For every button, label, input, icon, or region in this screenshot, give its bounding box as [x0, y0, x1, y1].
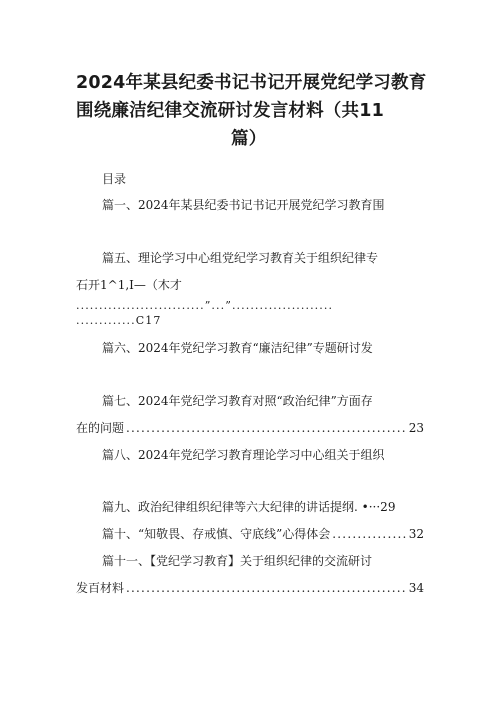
leader-dots: [332, 526, 406, 542]
toc-entry-1[interactable]: 篇一、2024年某县纪委书记书记开展党纪学习教育围: [102, 198, 385, 212]
toc-entry-7-leader: [76, 420, 424, 436]
document-title-line-3: 篇）: [231, 129, 267, 149]
toc-entry-8[interactable]: 篇八、2024年党纪学习教育理论学习中心组关于组织: [102, 448, 385, 462]
leader-dots: [126, 580, 407, 596]
toc-entry-5-leader-line: ............................”...”......................: [76, 299, 334, 312]
toc-entry-5[interactable]: 篇五、理论学习中心组党纪学习教育关于组织纪律专: [102, 251, 379, 265]
toc-entry-7-page: 23: [408, 421, 424, 435]
toc-entry-5-continuation: 石开1^1,I—（木才: [76, 278, 182, 292]
document-title-line-1: 2024年某县纪委书记书记开展党纪学习教育: [76, 73, 427, 93]
toc-entry-7-continuation: 在的问题: [76, 421, 125, 435]
toc-entry-9[interactable]: [102, 499, 395, 515]
document-title-line-2: 围绕廉洁纪律交流研讨发言材料（共11: [76, 101, 384, 121]
leader-dots: [126, 420, 407, 436]
toc-entry-7[interactable]: 篇七、2024年党纪学习教育对照“政治纪律”方面存: [102, 394, 373, 408]
toc-entry-10[interactable]: [102, 526, 424, 542]
toc-entry-11-leader: [76, 580, 424, 596]
toc-entry-10-page: 32: [408, 527, 424, 541]
toc-entry-11-continuation: 发百材料: [76, 581, 125, 595]
toc-entry-9-page: •···29: [361, 500, 396, 514]
toc-heading: 目录: [102, 172, 127, 186]
toc-entry-11-page: 34: [408, 581, 424, 595]
toc-entry-6[interactable]: 篇六、2024年党纪学习教育“廉洁纪律”专题研讨发: [102, 341, 373, 355]
toc-entry-10-text: 篇十、“知敬畏、存戒慎、守底线”心得体会: [102, 527, 331, 541]
toc-entry-11[interactable]: 篇十一、【党纪学习教育】关于组织纪律的交流研讨: [102, 554, 373, 568]
toc-entry-9-text: 篇九、政治纪律组织纪律等六大纪律的讲话提纲.: [102, 500, 358, 514]
toc-entry-5-leader-line-2: .............C17: [76, 314, 162, 327]
